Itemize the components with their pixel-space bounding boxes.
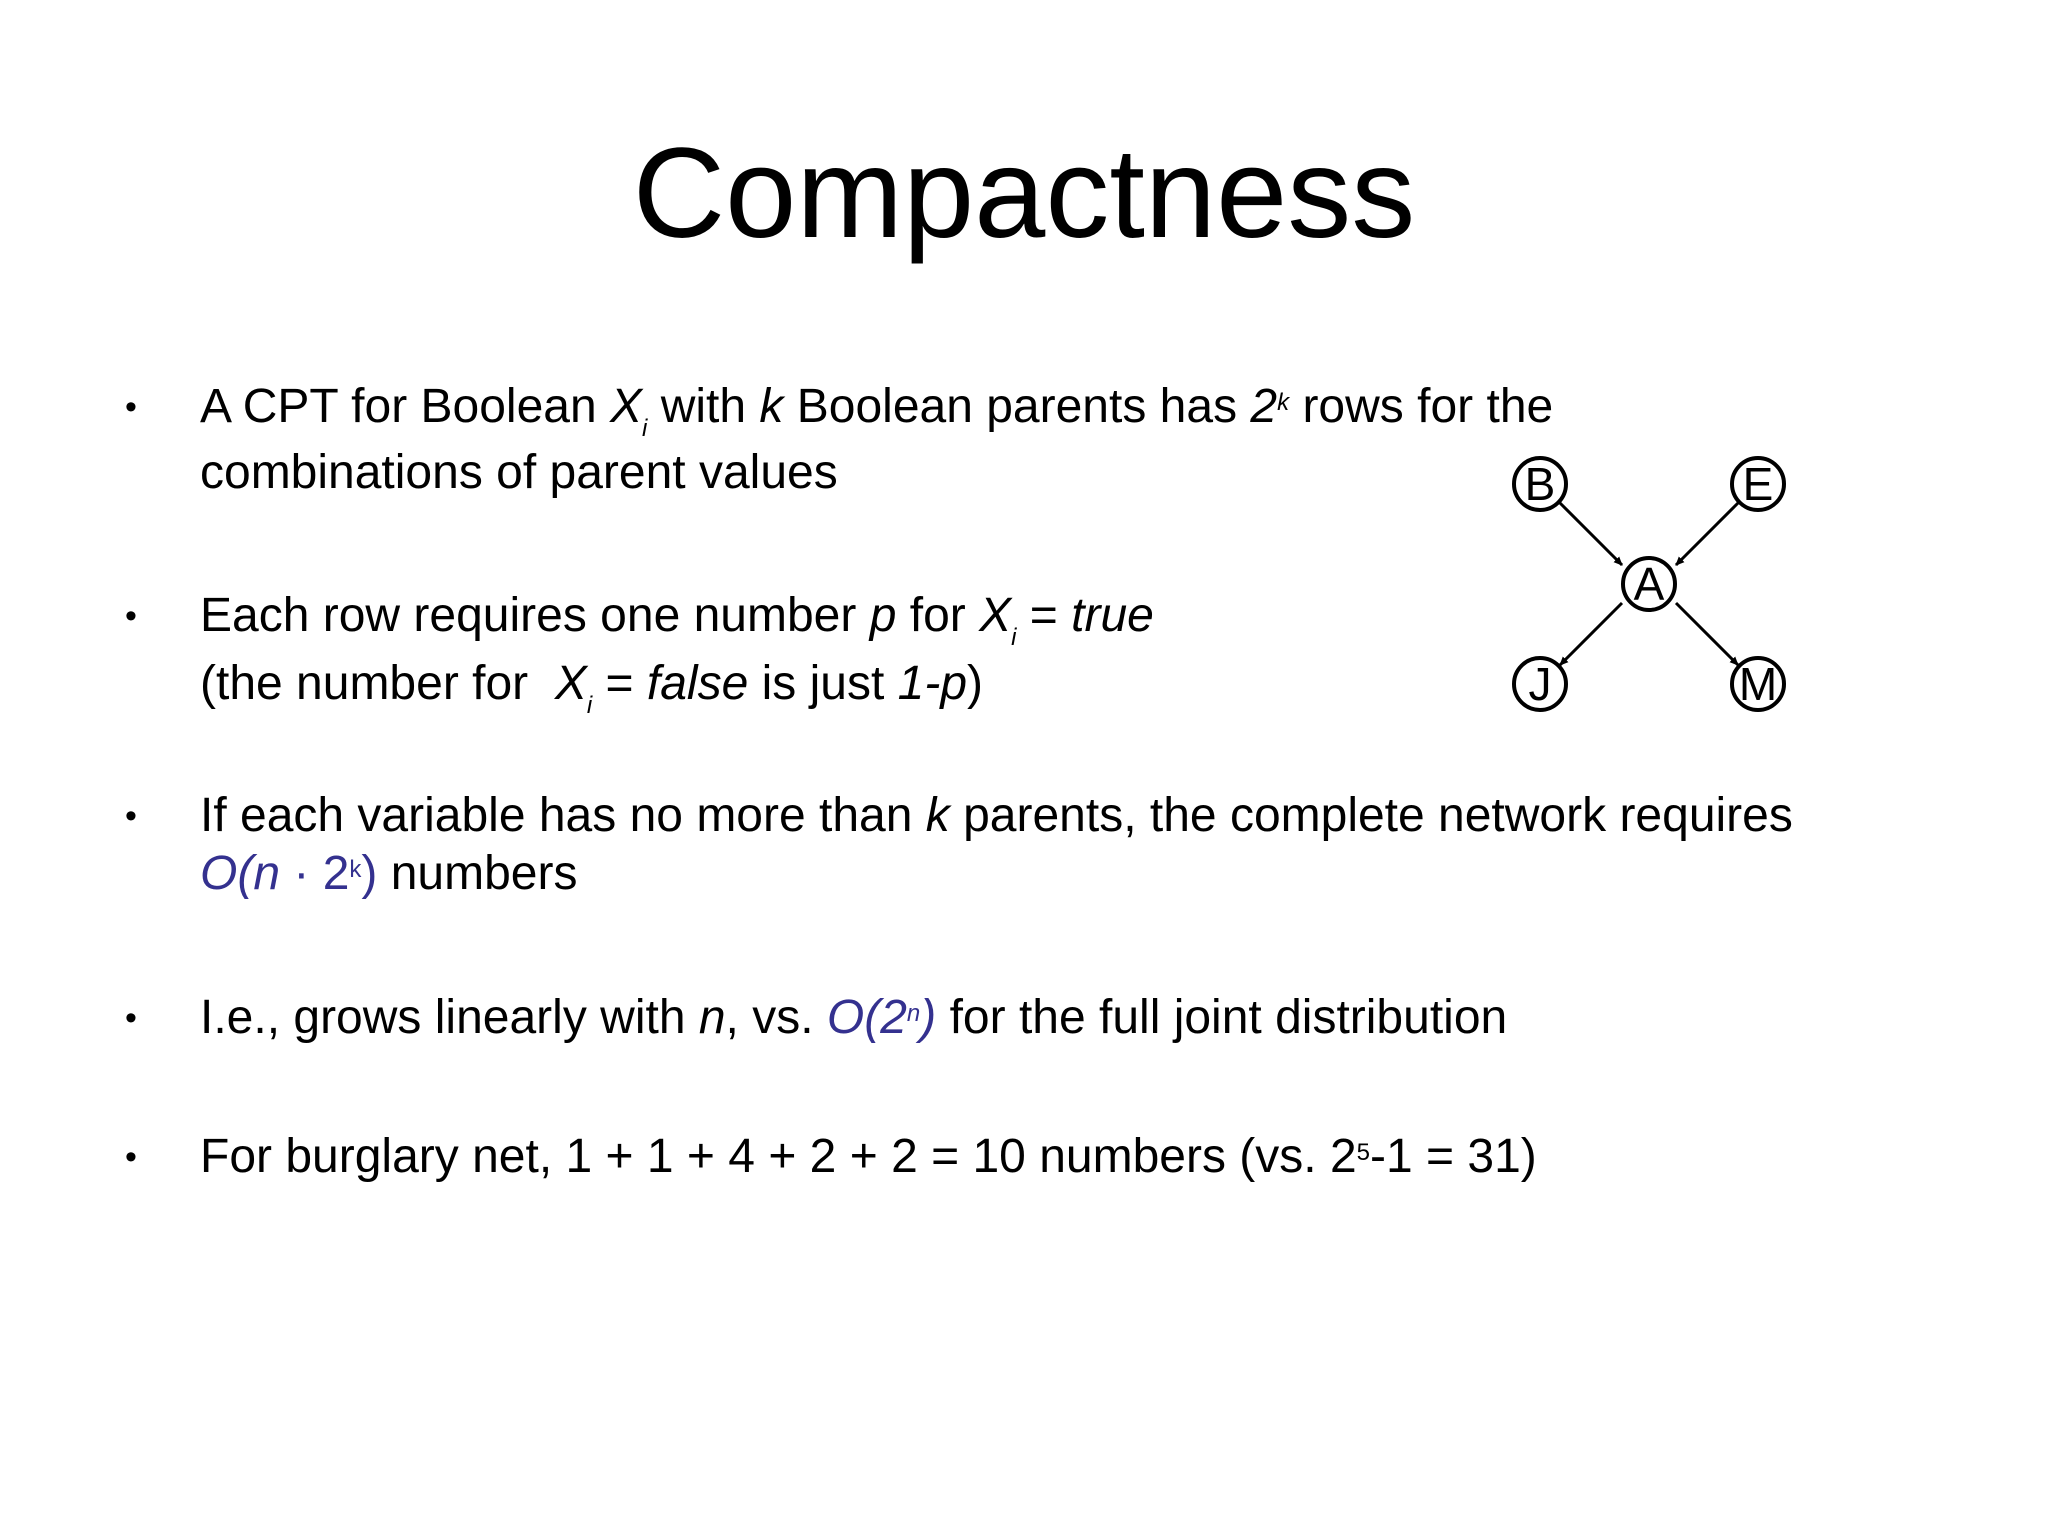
bullet-line (200, 989, 1507, 1047)
bullet-line: combinations of parent values (200, 446, 838, 499)
bullet-line (200, 655, 1154, 721)
text-run: · 2 (280, 847, 350, 900)
bullet-marker: • (125, 388, 137, 426)
text-run: for the full joint distribution (936, 991, 1508, 1044)
text-run: A CPT for Boolean (200, 380, 611, 433)
variable-x: X (979, 589, 1012, 642)
node-label-e: E (1742, 458, 1774, 510)
bullet-line (200, 378, 1553, 444)
bullet-burglary-count (125, 1128, 1537, 1186)
text-run: O(2 (826, 991, 907, 1044)
node-m (1732, 658, 1784, 710)
text-run: , vs. (725, 991, 827, 1044)
bullet-line (200, 787, 1793, 845)
text-run: Boolean parents has (783, 380, 1251, 433)
superscript-5: 5 (1356, 1139, 1370, 1166)
superscript-k: k (349, 856, 362, 883)
bullet-line (200, 1128, 1537, 1186)
text-run: numbers (377, 847, 578, 900)
text-run: O( (200, 847, 254, 900)
node-a (1623, 558, 1675, 610)
variable-x: X (610, 380, 643, 433)
superscript-n: n (906, 1000, 921, 1027)
burglary-network-diagram (1508, 442, 1808, 732)
value-true: true (1071, 589, 1154, 642)
variable-n: n (253, 847, 281, 900)
text-run: ) (920, 991, 937, 1044)
bullet-line (200, 845, 1793, 903)
subscript-i: i (642, 415, 648, 442)
value-one-minus-p: 1-p (897, 657, 968, 710)
bullet-linear-growth (125, 989, 1508, 1047)
subscript-i: i (1011, 624, 1017, 651)
text-run: (the number for (200, 657, 555, 710)
variable-x: X (554, 657, 587, 710)
text-run: is just (748, 657, 898, 710)
big-o-expression (827, 991, 936, 1044)
variable-k: k (759, 380, 784, 433)
text-run: = (592, 657, 647, 710)
edge-b-a (1560, 503, 1622, 565)
node-label-j: J (1528, 658, 1552, 710)
bullet-marker: • (125, 597, 137, 635)
bullet-marker: • (125, 999, 137, 1037)
value-false: false (646, 657, 749, 710)
node-label-m: M (1738, 658, 1778, 710)
power-base: 2 (1250, 380, 1278, 433)
edge-a-j (1560, 603, 1622, 665)
node-label-a: A (1633, 558, 1665, 610)
text-run: ) (361, 847, 378, 900)
edge-a-m (1676, 603, 1738, 665)
text-run: I.e., grows linearly with (200, 991, 699, 1044)
slide-title: Compactness (632, 122, 1416, 265)
text-run: rows for the (1289, 380, 1554, 433)
bullet-cpt-rows (125, 378, 1554, 502)
text-run: ) (967, 657, 984, 710)
big-o-expression (200, 847, 377, 900)
text-run: -1 = 31) (1370, 1130, 1537, 1183)
bullet-marker: • (125, 1138, 137, 1176)
bullet-row-number (125, 587, 1154, 721)
text-run: If each variable has no more than (200, 789, 926, 842)
text-run: parents, the complete network requires (949, 789, 1793, 842)
variable-p: p (869, 589, 897, 642)
bullet-marker: • (125, 797, 137, 835)
bullet-line (200, 587, 1154, 653)
node-b (1514, 458, 1566, 510)
text-run: with (647, 380, 760, 433)
text-run: for (896, 589, 980, 642)
node-e (1732, 458, 1784, 510)
superscript-k: k (1277, 389, 1290, 416)
edge-e-a (1676, 503, 1738, 565)
subscript-i: i (586, 692, 593, 719)
node-j (1514, 658, 1566, 710)
text-run: Each row requires one number (200, 589, 870, 642)
node-label-b: B (1524, 458, 1556, 510)
text-run: = (1016, 589, 1072, 642)
text-run: For burglary net, 1 + 1 + 4 + 2 + 2 = 10 numbers (vs. 2 (200, 1130, 1357, 1183)
bullet-network-size (125, 787, 1793, 903)
variable-k: k (925, 789, 950, 842)
variable-n: n (698, 991, 726, 1044)
